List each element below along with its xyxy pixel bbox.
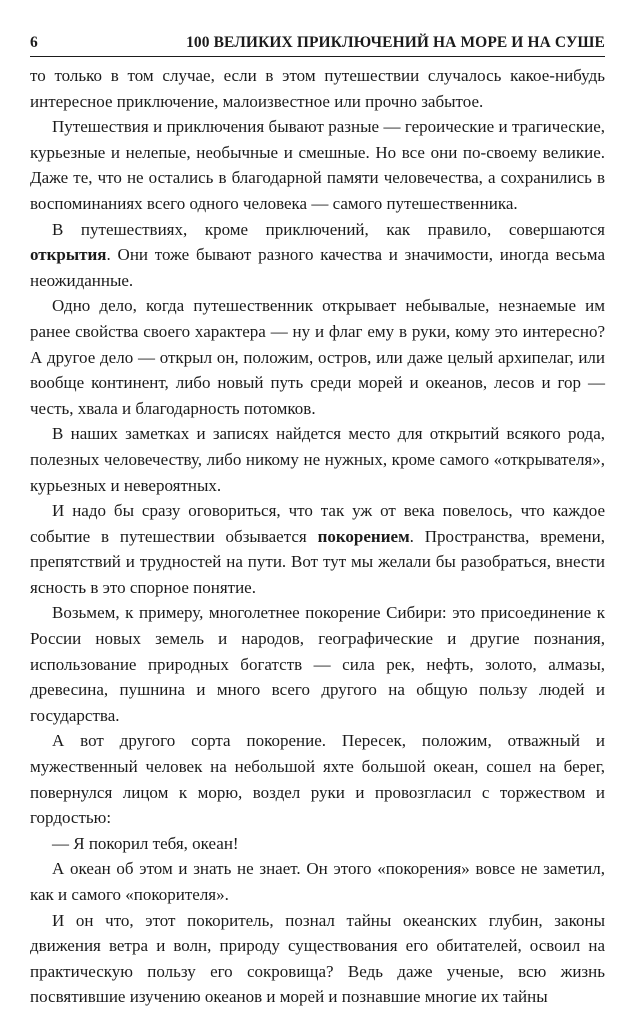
page-number: 6 bbox=[30, 34, 38, 51]
paragraph-6 bbox=[30, 498, 605, 600]
term-otkrytiya: открытия bbox=[30, 245, 107, 265]
term-pokoreniem: покорением bbox=[317, 526, 410, 546]
paragraph-3-end: . Они тоже бывают разного качества и значимости, иногда весьма неожиданные. bbox=[30, 245, 605, 290]
paragraph-3-start: В путешествиях, кроме приключений, как правило, совершаются bbox=[52, 219, 605, 239]
paragraph-8: А вот другого сорта покорение. Пересек, положим, отважный и мужественный человек на небольшой яхте большой океан, сошел на берег, повернулся лицом к морю, воздел руки и провозгласил с торжеством и гордостью: bbox=[30, 731, 605, 828]
paragraph-11: И он что, этот покоритель, познал тайны океанских глубин, законы движения ветра и волн, природу существования его обитателей, освоил на практическую пользу его сокровища? Ведь даже ученые, всю жизнь посвятившие изучению океанов и морей и познавшие многие их тайны bbox=[30, 910, 605, 1007]
paragraph-7: Возьмем, к примеру, многолетнее покорение Сибири: это присоединение к России новых земель и народов, географические и другие познания, использование природных богатств — сила рек, нефть, золото, алмазы, древесина, пушнина и много всего другого на общую пользу людей и государства. bbox=[30, 603, 605, 725]
paragraph-10: А океан об этом и знать не знает. Он этого «покорения» вовсе не заметил, как и самого «покорителя». bbox=[30, 859, 605, 904]
paragraph-2: Путешествия и приключения бывают разные — героические и трагические, курьезные и нелепые, необычные и смешные. Но все они по-своему великие. Даже те, что не остались в благодарной памяти человечества, а сохранились в воспоминаниях всего одного человека — самого путешественника. bbox=[30, 117, 605, 213]
paragraph-6-end: . Пространства, времени, препятствий и трудностей на пути. Вот тут мы желали бы разобраться, внести ясность в это спорное понятие. bbox=[30, 526, 605, 597]
paragraph-4: Одно дело, когда путешественник открывает небывалые, незнаемые им ранее свойства своего характера — ну и флаг ему в руки, кому это интересно? А другое дело — открыл он, положим, остров, или даже целый архипелаг, или вообще континент, либо новый путь среди морей и океанов, лесов и гор — честь, хвала и благодарность потомков. bbox=[30, 296, 605, 418]
paragraph-1: то только в том случае, если в этом путешествии случалось какое-нибудь интересное приключение, малоизвестное или прочно забытое. bbox=[30, 66, 605, 111]
paragraph-5: В наших заметках и записях найдется место для открытий всякого рода, полезных человечеству, либо никому не нужных, кроме самого «открывателя», курьезных и невероятных. bbox=[30, 424, 605, 495]
paragraph-3 bbox=[30, 217, 605, 294]
running-header bbox=[30, 34, 605, 57]
book-title: 100 ВЕЛИКИХ ПРИКЛЮЧЕНИЙ НА МОРЕ И НА СУШЕ bbox=[186, 34, 605, 51]
body-text bbox=[30, 63, 605, 1010]
paragraph-6-start: И надо бы сразу оговориться, что так уж от века повелось, что каждое событие в путешествии обзывается bbox=[30, 501, 605, 546]
paragraph-9-quote: — Я покорил тебя, океан! bbox=[52, 833, 239, 853]
